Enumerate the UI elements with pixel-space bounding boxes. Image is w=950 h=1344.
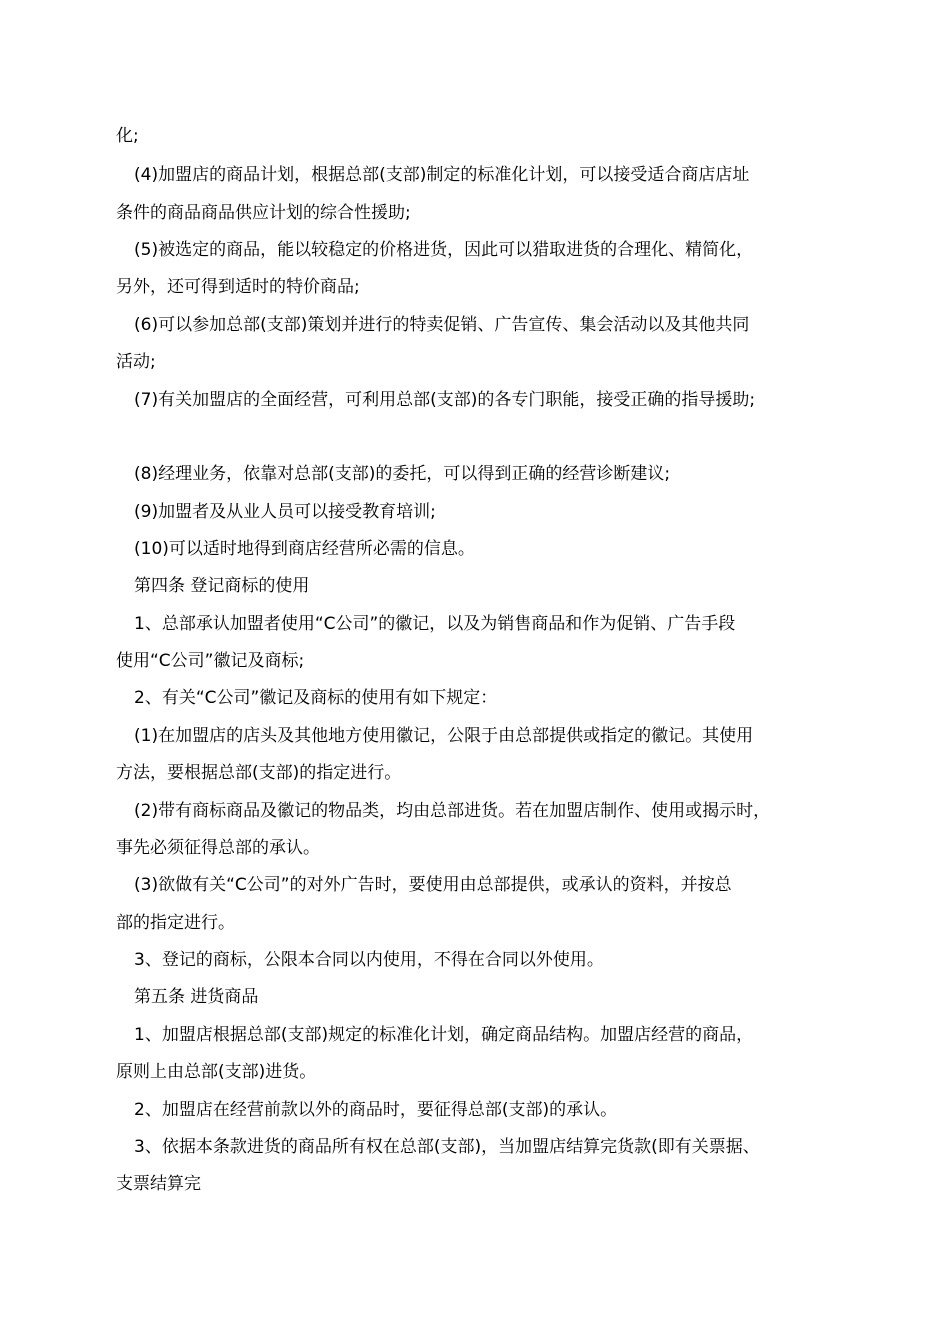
text-line: 方法，要根据总部(支部)的指定进行。 xyxy=(116,763,402,783)
text-line: 部的指定进行。 xyxy=(116,913,235,933)
text-line: (1)在加盟店的店头及其他地方使用徽记，公限于由总部提供或指定的徽记。其使用 xyxy=(134,726,754,746)
text-line: 3、依据本条款进货的商品所有权在总部(支部)，当加盟店结算完货款(即有关票据、 xyxy=(134,1137,760,1157)
text-line: 事先必须征得总部的承认。 xyxy=(116,838,320,858)
text-line: 2、有关“C公司”徽记及商标的使用有如下规定： xyxy=(134,688,498,708)
text-line: (8)经理业务，依靠对总部(支部)的委托，可以得到正确的经营诊断建议; xyxy=(134,464,671,484)
text-line: 1、总部承认加盟者使用“C公司”的徽记，以及为销售商品和作为促销、广告手段 xyxy=(134,614,736,634)
text-line: (3)欲做有关“C公司”的对外广告时，要使用由总部提供，或承认的资料，并按总 xyxy=(134,875,732,895)
section-heading: 第五条 进货商品 xyxy=(134,987,259,1007)
text-line: 另外，还可得到适时的特价商品; xyxy=(116,277,360,297)
text-line: 条件的商品商品供应计划的综合性援助; xyxy=(116,203,411,223)
text-line: (5)被选定的商品，能以较稳定的价格进货，因此可以猎取进货的合理化、精简化， xyxy=(134,240,754,260)
text-line: (7)有关加盟店的全面经营，可利用总部(支部)的各专门职能，接受正确的指导援助; xyxy=(134,390,756,410)
text-line: 化; xyxy=(116,126,139,146)
text-line: 支票结算完 xyxy=(116,1174,201,1194)
section-heading: 第四条 登记商标的使用 xyxy=(134,576,310,596)
text-line: 1、加盟店根据总部(支部)规定的标准化计划，确定商品结构。加盟店经营的商品， xyxy=(134,1025,754,1045)
text-line: 使用“C公司”徽记及商标; xyxy=(116,651,305,671)
text-line: (9)加盟者及从业人员可以接受教育培训; xyxy=(134,502,436,522)
text-line: (4)加盟店的商品计划，根据总部(支部)制定的标准化计划，可以接受适合商店店址 xyxy=(134,165,750,185)
text-line: (2)带有商标商品及徽记的物品类，均由总部进货。若在加盟店制作、使用或揭示时， xyxy=(134,801,771,821)
text-line: 2、加盟店在经营前款以外的商品时，要征得总部(支部)的承认。 xyxy=(134,1100,618,1120)
text-line: (10)可以适时地得到商店经营所必需的信息。 xyxy=(134,539,475,559)
text-line: (6)可以参加总部(支部)策划并进行的特卖促销、广告宣传、集会活动以及其他共同 xyxy=(134,315,750,335)
text-line: 原则上由总部(支部)进货。 xyxy=(116,1062,317,1082)
text-line: 活动; xyxy=(116,352,156,372)
text-line: 3、登记的商标，公限本合同以内使用，不得在合同以外使用。 xyxy=(134,950,604,970)
